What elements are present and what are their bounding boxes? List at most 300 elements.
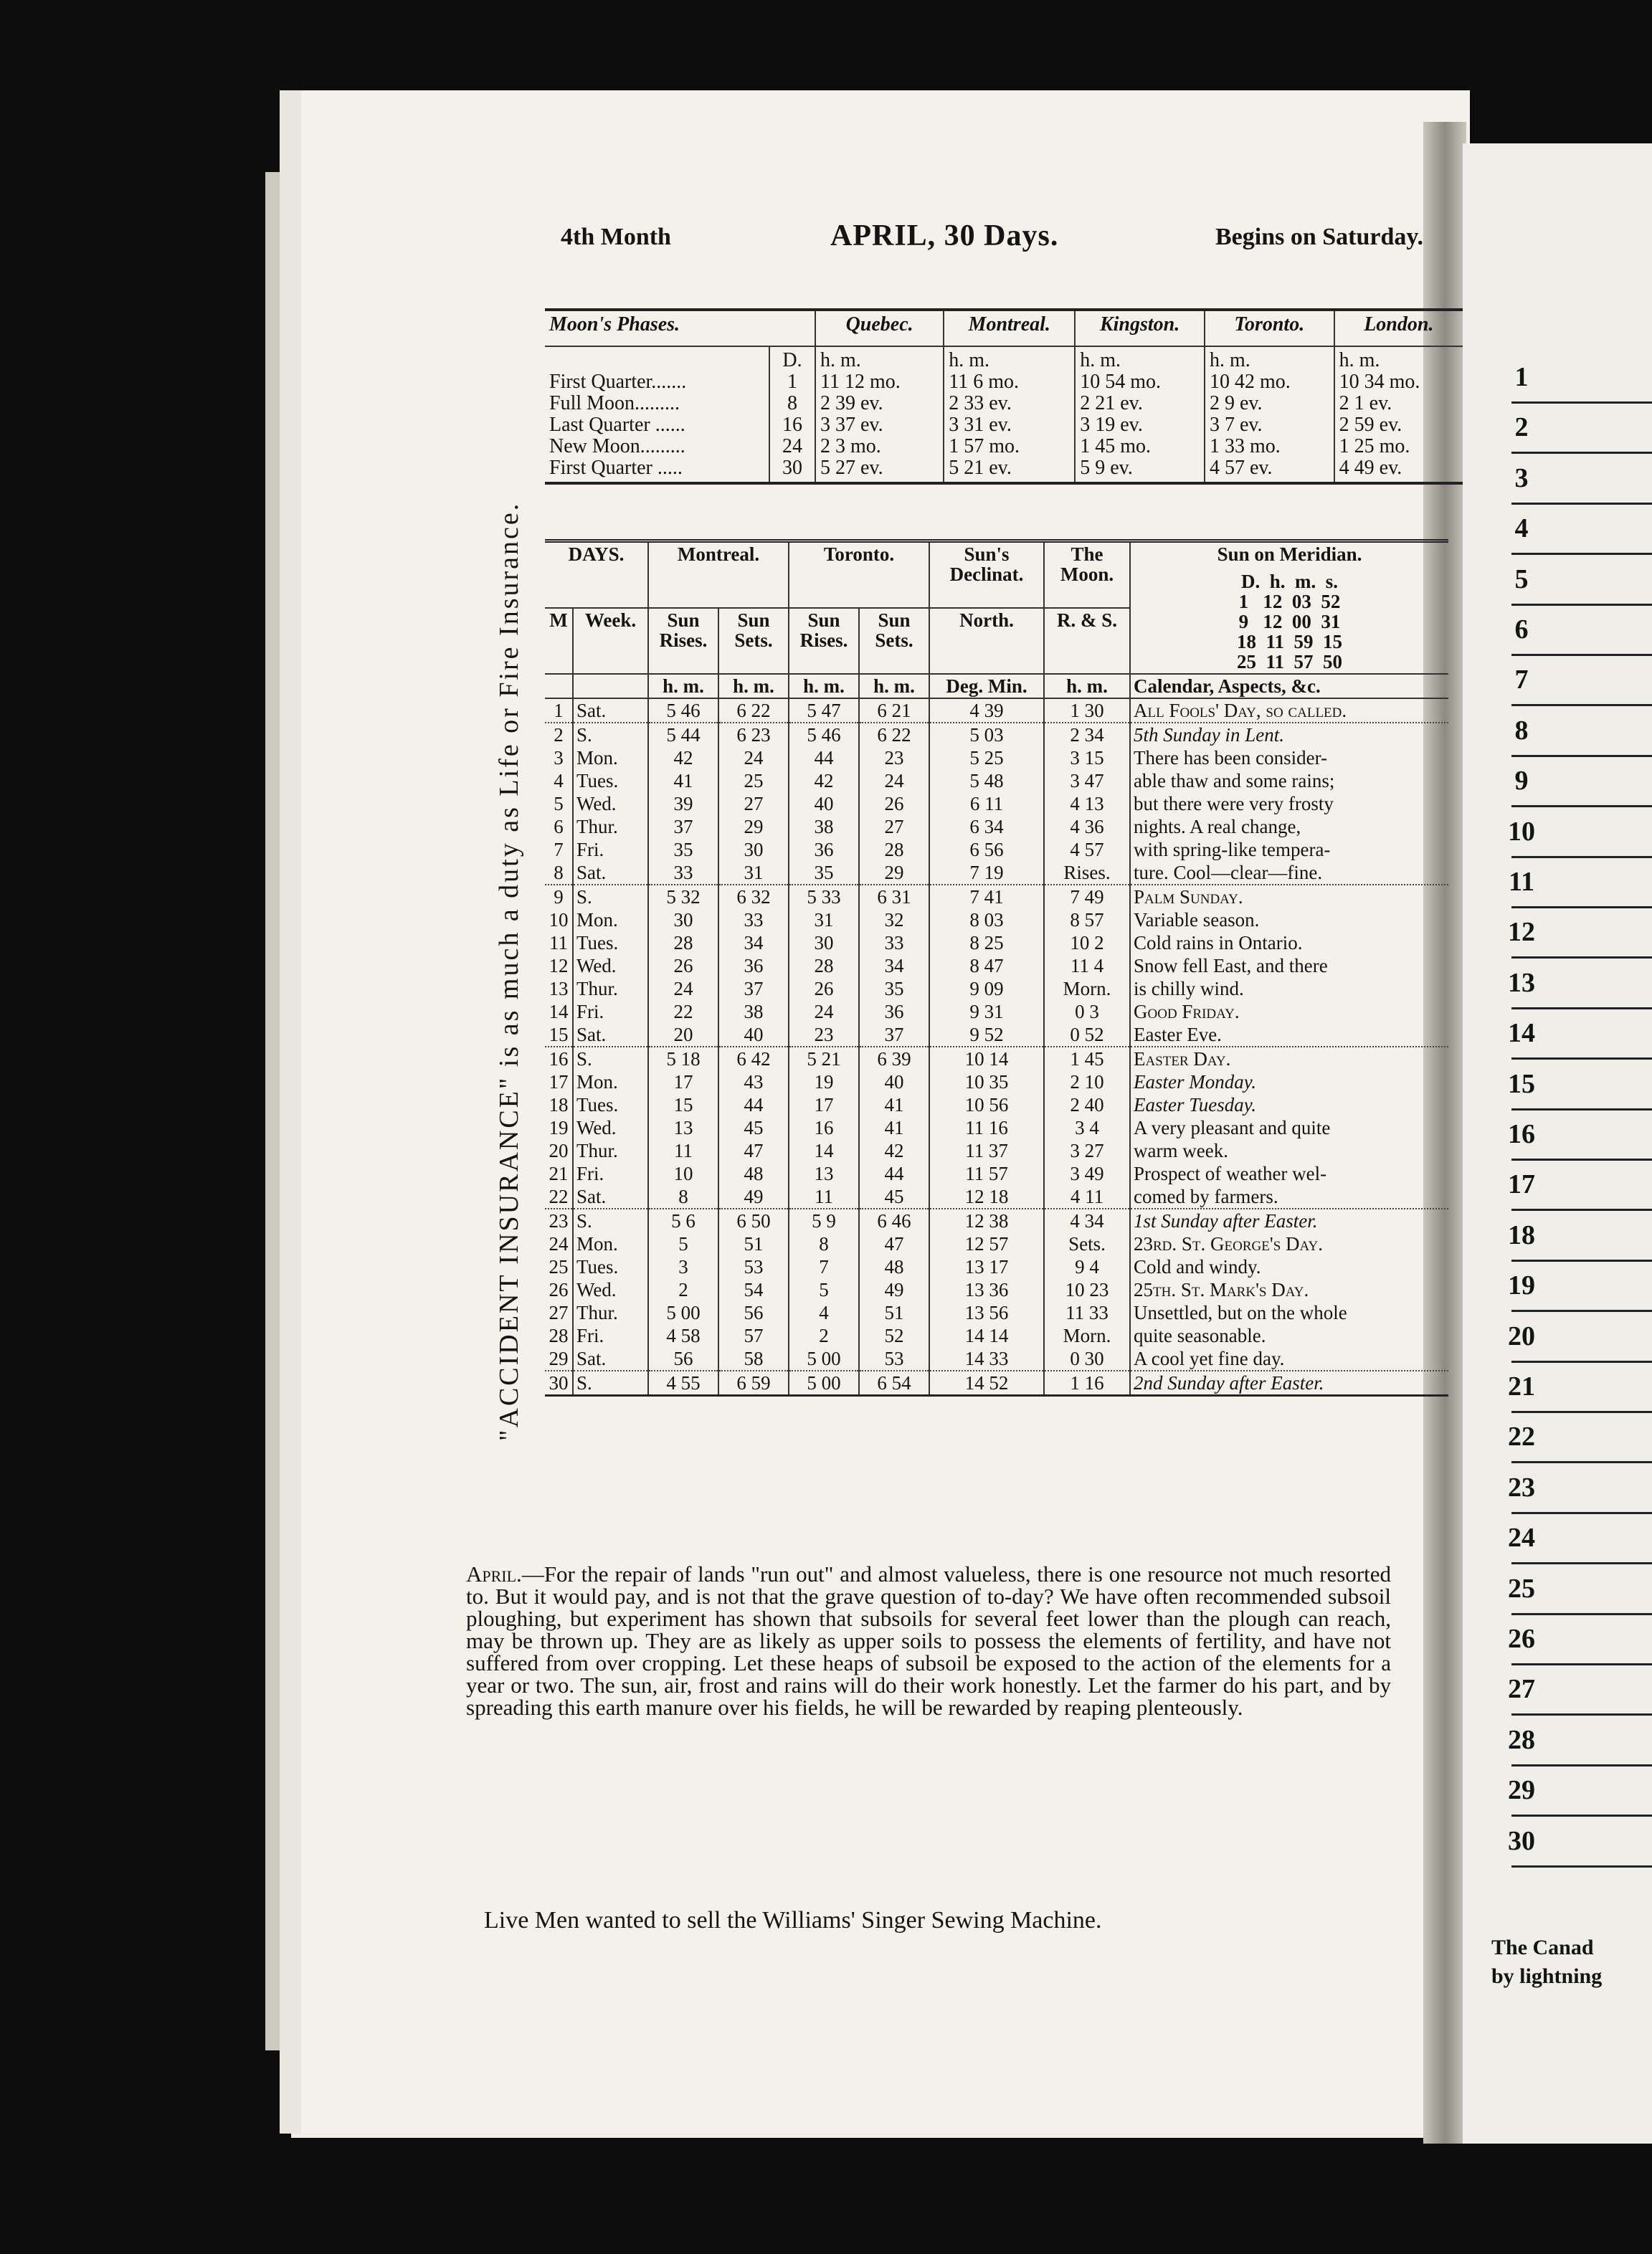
montreal-sunrise: 35 [648, 838, 718, 861]
phase-day: 8 [787, 392, 797, 414]
phase-day: 16 [782, 414, 802, 436]
calendar-note: with spring-like tempera- [1130, 838, 1448, 861]
toronto-sunrise: 5 00 [789, 1347, 859, 1371]
weekday: S. [573, 885, 648, 908]
moon-rise-set: Morn. [1044, 977, 1130, 1000]
moon-phases-heading: Moon's Phases. [545, 310, 815, 346]
montreal-sunrise: 5 00 [648, 1301, 718, 1324]
sun-declination: 13 56 [929, 1301, 1044, 1324]
day-row [545, 977, 1448, 1000]
hm-label: h. m. [949, 349, 990, 371]
montreal-sunrise: 4 55 [648, 1371, 718, 1396]
facing-day-number: 30 [1508, 1825, 1535, 1856]
day-of-month: 1 [554, 700, 564, 721]
montreal-sunset: 27 [718, 792, 789, 815]
day-row [545, 723, 1448, 746]
toronto-sunrise: 28 [789, 954, 859, 977]
facing-day-number: 6 [1514, 614, 1529, 645]
day-of-month: 9 [545, 885, 573, 908]
day-of-month: 10 [549, 909, 569, 931]
day-row [545, 1116, 1448, 1139]
phase-time: 2 39 ev. [820, 392, 883, 414]
day-of-month: 16 [545, 1047, 573, 1070]
facing-rule [1511, 856, 1652, 858]
moon-rise-set: 11 33 [1044, 1301, 1130, 1324]
phase-time: 2 59 ev. [1339, 414, 1402, 436]
sun-declination: 14 33 [929, 1347, 1044, 1371]
day-row [545, 1047, 1448, 1070]
toronto-sets-heading: Sun Sets. [859, 608, 929, 674]
facing-rule [1511, 1411, 1652, 1413]
montreal-sunset: 36 [718, 954, 789, 977]
day-of-month: 23 [545, 1209, 573, 1232]
weekday: Wed. [573, 1278, 648, 1301]
toronto-sunset: 24 [859, 769, 929, 792]
toronto-sunrise: 8 [789, 1232, 859, 1255]
day-of-month: 11 [549, 932, 568, 954]
sun-declination: 5 03 [929, 723, 1044, 746]
facing-rule [1511, 1007, 1652, 1009]
montreal-sunset: 53 [718, 1255, 789, 1278]
moon-rise-set: 1 16 [1044, 1371, 1130, 1396]
facing-rule [1511, 1865, 1652, 1868]
day-of-month: 22 [549, 1186, 569, 1207]
weekday: Sat. [573, 1347, 648, 1371]
montreal-sunrise: 26 [648, 954, 718, 977]
facing-day-number: 2 [1514, 412, 1529, 443]
toronto-sunset: 40 [859, 1070, 929, 1093]
hm-unit: h. m. [1044, 674, 1130, 698]
daily-almanac-table [545, 539, 1448, 1397]
facing-day-number: 25 [1508, 1573, 1535, 1604]
sun-declination: 8 03 [929, 908, 1044, 931]
meridian-block [1130, 541, 1448, 675]
sun-declination: 14 52 [929, 1371, 1044, 1396]
weekday: Mon. [573, 746, 648, 769]
moon-rise-set: 3 15 [1044, 746, 1130, 769]
montreal-sunset: 6 59 [718, 1371, 789, 1396]
montreal-sunrise: 5 6 [648, 1209, 718, 1232]
calendar-note: A cool yet fine day. [1130, 1347, 1448, 1371]
toronto-sunset: 6 22 [859, 723, 929, 746]
moon-rise-set: 1 45 [1044, 1047, 1130, 1070]
phase-time: 2 33 ev. [949, 392, 1012, 414]
day-of-month: 15 [549, 1024, 569, 1045]
toronto-sunset: 26 [859, 792, 929, 815]
sun-declination: 12 18 [929, 1185, 1044, 1209]
phase-time: 10 42 mo. [1209, 371, 1291, 393]
montreal-sunset: 43 [718, 1070, 789, 1093]
footer-advert: Live Men wanted to sell the Williams' Singer Sewing Machine. [484, 1907, 1102, 1934]
phase-col-toronto [1205, 346, 1334, 483]
sun-declination: 12 57 [929, 1232, 1044, 1255]
montreal-sunrise: 28 [648, 931, 718, 954]
montreal-sunset: 49 [718, 1185, 789, 1209]
toronto-sunset: 6 54 [859, 1371, 929, 1396]
phase-name: Full Moon......... [549, 392, 680, 414]
toronto-sunrise: 26 [789, 977, 859, 1000]
day-row [545, 1185, 1448, 1209]
phase-time: 2 3 mo. [820, 435, 881, 457]
phase-name: New Moon......... [549, 435, 685, 457]
facing-day-number: 22 [1508, 1422, 1535, 1452]
weekday: Thur. [573, 1139, 648, 1162]
montreal-sunset: 31 [718, 861, 789, 885]
day-row [545, 1070, 1448, 1093]
deg-min-unit: Deg. Min. [929, 674, 1044, 698]
meridian-heading: Sun on Meridian. [1217, 543, 1362, 565]
side-advert-text: "ACCIDENT INSURANCE" is as much a duty as Life or Fire Insurance. [494, 501, 524, 1441]
day-of-month: 8 [554, 862, 564, 883]
page-edge-stack [265, 172, 287, 2050]
phase-name: First Quarter....... [549, 371, 687, 393]
phase-time: 3 19 ev. [1080, 414, 1143, 436]
calendar-note: Unsettled, but on the whole [1130, 1301, 1448, 1324]
montreal-sunrise: 20 [648, 1023, 718, 1047]
moon-rise-set: 10 23 [1044, 1278, 1130, 1301]
facing-day-number: 5 [1514, 564, 1529, 594]
moon-rise-set: 3 49 [1044, 1162, 1130, 1185]
toronto-sunset: 37 [859, 1023, 929, 1047]
toronto-sunrise: 23 [789, 1023, 859, 1047]
city-kingston: Kingston. [1075, 310, 1205, 346]
calendar-heading: Calendar, Aspects, &c. [1130, 674, 1448, 698]
day-row [545, 1371, 1448, 1396]
toronto-sunrise: 42 [789, 769, 859, 792]
day-of-month: 24 [549, 1233, 569, 1255]
toronto-sunset: 6 39 [859, 1047, 929, 1070]
phase-time: 1 45 mo. [1080, 435, 1151, 457]
sun-declination: 7 19 [929, 861, 1044, 885]
toronto-sunrise: 2 [789, 1324, 859, 1347]
day-row [545, 1209, 1448, 1232]
day-row [545, 885, 1448, 908]
day-col-label: D. [782, 349, 802, 371]
meridian-head-row: D. h. m. s. [1240, 571, 1338, 592]
sun-declination: 11 37 [929, 1139, 1044, 1162]
paragraph-lead: April. [466, 1561, 522, 1587]
calendar-note: There has been consider- [1130, 746, 1448, 769]
facing-rule [1511, 1663, 1652, 1665]
day-of-month: 19 [549, 1117, 569, 1138]
facing-day-number: 1 [1514, 362, 1529, 392]
facing-rule [1511, 956, 1652, 959]
april-paragraph [466, 1563, 1391, 1718]
toronto-sunrise: 5 46 [789, 723, 859, 746]
facing-day-number: 20 [1508, 1321, 1535, 1351]
facing-rule [1511, 553, 1652, 555]
montreal-sunset: 57 [718, 1324, 789, 1347]
toronto-sunset: 41 [859, 1093, 929, 1116]
montreal-sunset: 58 [718, 1347, 789, 1371]
phase-time: 1 57 mo. [949, 435, 1020, 457]
weekday: Fri. [573, 1162, 648, 1185]
facing-rule [1511, 755, 1652, 757]
sun-declination: 8 47 [929, 954, 1044, 977]
day-row [545, 1162, 1448, 1185]
facing-day-number: 24 [1508, 1523, 1535, 1554]
hm-label: h. m. [1209, 349, 1250, 371]
phase-time: 1 33 mo. [1209, 435, 1281, 457]
calendar-note: Easter Monday. [1130, 1070, 1448, 1093]
weekday: S. [573, 1047, 648, 1070]
toronto-sunrise: 24 [789, 1000, 859, 1023]
day-of-month: 7 [554, 839, 564, 860]
sun-declination: 10 56 [929, 1093, 1044, 1116]
day-row [545, 698, 1448, 723]
toronto-sunset: 23 [859, 746, 929, 769]
weekday: Tues. [573, 1255, 648, 1278]
calendar-note: but there were very frosty [1130, 792, 1448, 815]
phase-name: First Quarter ..... [549, 457, 683, 479]
facing-day-number: 15 [1508, 1068, 1535, 1099]
day-of-month: 25 [549, 1256, 569, 1278]
moon-rise-set: 4 36 [1044, 815, 1130, 838]
days-heading: DAYS. [545, 541, 648, 609]
weekday: S. [573, 723, 648, 746]
weekday: Tues. [573, 769, 648, 792]
weekday: Wed. [573, 954, 648, 977]
day-of-month: 12 [549, 955, 569, 976]
montreal-sunrise: 33 [648, 861, 718, 885]
facing-day-number: 21 [1508, 1371, 1535, 1402]
weekday: Mon. [573, 1232, 648, 1255]
toronto-sunrise: 17 [789, 1093, 859, 1116]
sun-declination: 10 14 [929, 1047, 1044, 1070]
sun-declination: 10 35 [929, 1070, 1044, 1093]
facing-day-number: 16 [1508, 1119, 1535, 1149]
montreal-sunrise: 24 [648, 977, 718, 1000]
sun-declination: 11 57 [929, 1162, 1044, 1185]
montreal-sunrise: 5 32 [648, 885, 718, 908]
montreal-sunset: 30 [718, 838, 789, 861]
moon-rise-set: 4 57 [1044, 838, 1130, 861]
montreal-sunrise: 56 [648, 1347, 718, 1371]
facing-day-number: 10 [1508, 816, 1535, 847]
montreal-sunset: 34 [718, 931, 789, 954]
moon-rise-set: 2 34 [1044, 723, 1130, 746]
day-row [545, 769, 1448, 792]
phase-names [545, 346, 769, 483]
facing-rule [1511, 1562, 1652, 1564]
hm-label: h. m. [1080, 349, 1121, 371]
montreal-sunset: 40 [718, 1023, 789, 1047]
weekday: Sat. [573, 861, 648, 885]
montreal-sunset: 25 [718, 769, 789, 792]
weekday: S. [573, 1209, 648, 1232]
facing-day-number: 7 [1514, 665, 1529, 695]
sun-declination: 9 31 [929, 1000, 1044, 1023]
phase-time: 10 54 mo. [1080, 371, 1161, 393]
toronto-sunset: 45 [859, 1185, 929, 1209]
calendar-note: 23rd. St. George's Day. [1130, 1232, 1448, 1255]
montreal-sunset: 38 [718, 1000, 789, 1023]
facing-rule [1511, 1461, 1652, 1463]
day-row [545, 861, 1448, 885]
weekday: Wed. [573, 792, 648, 815]
facing-rule [1511, 1512, 1652, 1514]
facing-day-number: 11 [1509, 867, 1534, 897]
week-heading: Week. [573, 608, 648, 674]
day-of-month: 28 [549, 1325, 569, 1346]
day-row [545, 815, 1448, 838]
calendar-note: Cold and windy. [1130, 1255, 1448, 1278]
montreal-heading: Montreal. [648, 541, 789, 609]
facing-rule [1511, 805, 1652, 807]
moon-rise-set: Rises. [1044, 861, 1130, 885]
montreal-sunset: 6 42 [718, 1047, 789, 1070]
phase-col-montreal [944, 346, 1075, 483]
toronto-sunset: 35 [859, 977, 929, 1000]
montreal-sunrise: 5 [648, 1232, 718, 1255]
toronto-rises-heading: Sun Rises. [789, 608, 859, 674]
toronto-sunrise: 4 [789, 1301, 859, 1324]
moon-rise-set: 0 30 [1044, 1347, 1130, 1371]
phase-time: 4 49 ev. [1339, 457, 1402, 479]
phase-time: 3 7 ev. [1209, 414, 1263, 436]
day-of-month: 4 [554, 770, 564, 791]
calendar-note: is chilly wind. [1130, 977, 1448, 1000]
moon-rise-set: 8 57 [1044, 908, 1130, 931]
day-of-month: 21 [549, 1163, 569, 1184]
paragraph-text: —For the repair of lands "run out" and almost valueless, there is one resource not much resorted to. But it would pay, and is not that the grave question of to-day? We have often recommended subsoil ploughing, but experiment has shown that subsoils for several feet lower than the plough can reach, may be thrown up. They are as likely as upper soils to possess the elements of fertility, and have not suffered from over cropping. Let these heaps of subsoil be exposed to the action of the elements for a year or two. The sun, air, frost and rains will do their work honestly. Let the farmer do his part, and by spreading this earth manure over his fields, he will be rewarded by reaping plenteously. [466, 1561, 1391, 1720]
day-row [545, 1255, 1448, 1278]
hm-unit: h. m. [648, 674, 718, 698]
day-of-month: 13 [549, 978, 569, 999]
moon-rise-set: 9 4 [1044, 1255, 1130, 1278]
toronto-sunrise: 44 [789, 746, 859, 769]
sun-declination: 13 36 [929, 1278, 1044, 1301]
montreal-sunrise: 30 [648, 908, 718, 931]
rs-heading: R. & S. [1044, 608, 1130, 674]
toronto-sunset: 6 21 [859, 698, 929, 723]
phase-time: 3 37 ev. [820, 414, 883, 436]
calendar-note: Snow fell East, and there [1130, 954, 1448, 977]
blank-cell [545, 674, 573, 698]
montreal-sunset: 6 22 [718, 698, 789, 723]
facing-rule [1511, 1613, 1652, 1615]
montreal-sunrise: 13 [648, 1116, 718, 1139]
day-row [545, 1093, 1448, 1116]
phase-time: 3 31 ev. [949, 414, 1012, 436]
toronto-sunset: 28 [859, 838, 929, 861]
phase-time: 11 6 mo. [949, 371, 1019, 393]
calendar-note: Palm Sunday. [1130, 885, 1448, 908]
facing-day-number: 18 [1508, 1219, 1535, 1250]
sun-declination: 11 16 [929, 1116, 1044, 1139]
montreal-sunset: 54 [718, 1278, 789, 1301]
montreal-sunset: 45 [718, 1116, 789, 1139]
toronto-sunset: 34 [859, 954, 929, 977]
facing-day-number: 4 [1514, 513, 1529, 544]
calendar-note: Easter Tuesday. [1130, 1093, 1448, 1116]
montreal-sunrise: 5 46 [648, 698, 718, 723]
calendar-note: ture. Cool—clear—fine. [1130, 861, 1448, 885]
facing-rule [1511, 1310, 1652, 1312]
calendar-note: warm week. [1130, 1139, 1448, 1162]
weekday: Sat. [573, 1023, 648, 1047]
phase-time: 2 9 ev. [1209, 392, 1263, 414]
toronto-sunrise: 5 [789, 1278, 859, 1301]
calendar-note: All Fools' Day, so called. [1130, 698, 1448, 723]
weekday: Sat. [573, 1185, 648, 1209]
phase-day: 24 [782, 435, 802, 457]
calendar-note: 5th Sunday in Lent. [1130, 723, 1448, 746]
weekday: Wed. [573, 1116, 648, 1139]
calendar-note: Prospect of weather wel- [1130, 1162, 1448, 1185]
calendar-note: Variable season. [1130, 908, 1448, 931]
montreal-sunset: 51 [718, 1232, 789, 1255]
montreal-sunset: 44 [718, 1093, 789, 1116]
sun-declination: 6 56 [929, 838, 1044, 861]
facing-rule [1511, 1209, 1652, 1211]
calendar-note: 2nd Sunday after Easter. [1130, 1371, 1448, 1396]
m-heading: M [545, 608, 573, 674]
day-row [545, 931, 1448, 954]
facing-page-caption-1: The Canad [1491, 1936, 1594, 1959]
montreal-rises-heading: Sun Rises. [648, 608, 718, 674]
calendar-note: comed by farmers. [1130, 1185, 1448, 1209]
month-label: 4th Month [561, 224, 671, 250]
calendar-note: 1st Sunday after Easter. [1130, 1209, 1448, 1232]
toronto-sunset: 32 [859, 908, 929, 931]
day-of-month: 2 [545, 723, 573, 746]
facing-page-caption-2: by lightning [1491, 1964, 1603, 1988]
toronto-sunrise: 5 21 [789, 1047, 859, 1070]
declination-heading: Sun's Declinat. [929, 541, 1044, 609]
calendar-note: Good Friday. [1130, 1000, 1448, 1023]
montreal-sunset: 6 23 [718, 723, 789, 746]
day-of-month: 17 [549, 1071, 569, 1093]
facing-day-number: 13 [1508, 967, 1535, 998]
facing-day-number: 26 [1508, 1624, 1535, 1654]
toronto-sunset: 29 [859, 861, 929, 885]
facing-rule [1511, 1159, 1652, 1161]
sun-declination: 7 41 [929, 885, 1044, 908]
meridian-row: 25 11 57 50 [1236, 651, 1342, 672]
toronto-sunrise: 5 47 [789, 698, 859, 723]
moon-rise-set: 2 40 [1044, 1093, 1130, 1116]
day-row [545, 1324, 1448, 1347]
moon-rise-set: 10 2 [1044, 931, 1130, 954]
moon-rise-set: 4 34 [1044, 1209, 1130, 1232]
meridian-row: 1 12 03 52 [1238, 591, 1341, 612]
day-row [545, 1301, 1448, 1324]
moon-rise-set: 2 10 [1044, 1070, 1130, 1093]
toronto-sunset: 42 [859, 1139, 929, 1162]
toronto-sunset: 36 [859, 1000, 929, 1023]
calendar-note: able thaw and some rains; [1130, 769, 1448, 792]
toronto-sunrise: 5 33 [789, 885, 859, 908]
sun-declination: 4 39 [929, 698, 1044, 723]
facing-day-number: 14 [1508, 1018, 1535, 1049]
montreal-sunrise: 15 [648, 1093, 718, 1116]
toronto-sunset: 51 [859, 1301, 929, 1324]
phase-col-london [1334, 346, 1463, 483]
calendar-note: Easter Day. [1130, 1047, 1448, 1070]
hm-unit: h. m. [859, 674, 929, 698]
montreal-sunrise: 2 [648, 1278, 718, 1301]
facing-day-number: 3 [1514, 462, 1529, 493]
montreal-sunset: 29 [718, 815, 789, 838]
facing-rule [1511, 704, 1652, 706]
facing-rule [1511, 1713, 1652, 1716]
day-row [545, 1023, 1448, 1047]
day-row [545, 908, 1448, 931]
sun-declination: 9 09 [929, 977, 1044, 1000]
facing-day-number: 23 [1508, 1472, 1535, 1503]
montreal-sunrise: 11 [648, 1139, 718, 1162]
